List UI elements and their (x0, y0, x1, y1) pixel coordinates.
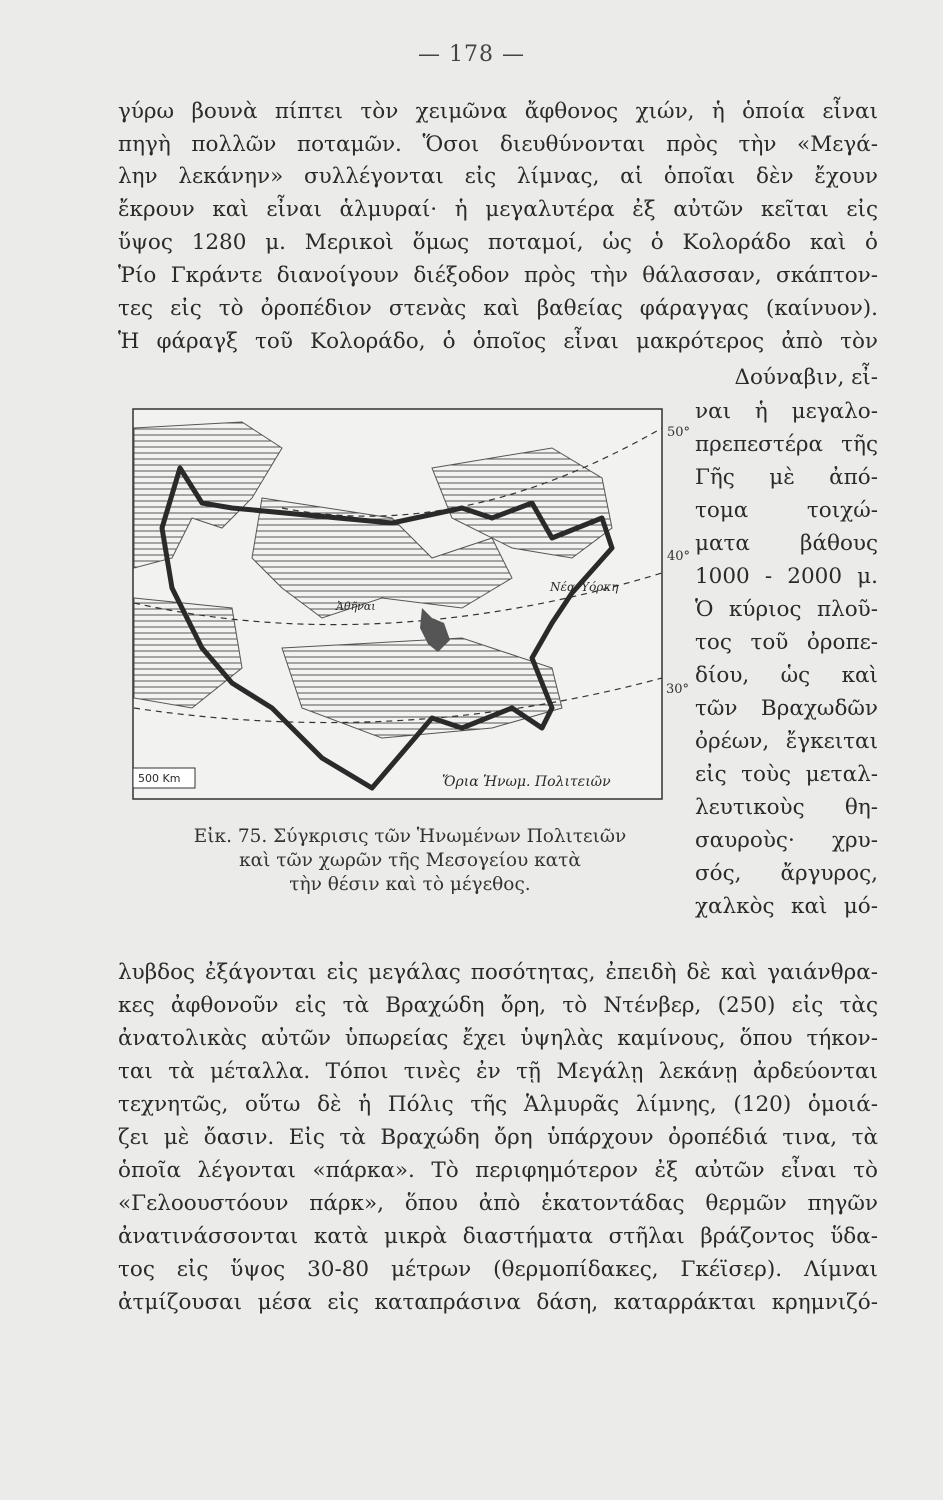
text-line: ται τὰ μέταλλα. Τόποι τινὲς ἐν τῇ Μεγάλῃ λεκάνῃ ἀρδεύονται (118, 1059, 878, 1084)
page-number: — 178 — (418, 42, 525, 67)
side-text-line: εἰς τοὺς μεταλ- (695, 762, 878, 787)
side-text-line: 1000 - 2000 μ. (695, 564, 878, 589)
text-line: πηγὴ πολλῶν ποταμῶν. Ὅσοι διευθύνονται πρὸς τὴν «Μεγά- (118, 132, 878, 157)
text-line: ἀτμίζουσαι μέσα εἰς καταπράσινα δάση, καταρράκται κρημνιζό- (118, 1290, 878, 1315)
figure-caption (150, 825, 670, 897)
text-line: ὁποῖα λέγονται «πάρκα». Τὸ περιφημότερον ἐξ αὐτῶν εἶναι τὸ (118, 1158, 878, 1183)
latitude-40-label: 40° (667, 549, 691, 564)
text-line: ἔκρουν καὶ εἶναι ἁλμυραί· ἡ μεγαλυτέρα ἐξ αὐτῶν κεῖται εἰς (118, 197, 878, 222)
side-text-line: Δούναβιν, εἶ- (734, 365, 878, 390)
caption-line: Εἰκ. 75. Σύγκρισις τῶν Ἡνωμένων Πολιτειῶν (193, 826, 627, 847)
caption-line: καὶ τῶν χωρῶν τῆς Μεσογείου κατὰ (239, 850, 581, 871)
text-line: λην λεκάνην» συλλέγονται εἰς λίμνας, αἱ ὁποῖαι δὲν ἔχουν (118, 164, 878, 189)
text-line: λυβδος ἐξάγονται εἰς μεγάλας ποσότητας, ἐπειδὴ δὲ καὶ γαιάνθρα- (118, 960, 878, 985)
side-text-line: Γῆς μὲ ἀπό- (695, 465, 878, 490)
text-line: ὕψος 1280 μ. Μερικοὶ ὅμως ποταμοί, ὡς ὁ Κολοράδο καὶ ὁ (118, 230, 878, 255)
text-line: ζει μὲ ὄασιν. Εἰς τὰ Βραχώδη ὄρη ὑπάρχουν ὀροπέδιά τινα, τὰ (118, 1125, 878, 1150)
text-line: τεχνητῶς, οὕτω δὲ ἡ Πόλις τῆς Ἁλμυρᾶς λίμνης, (120) ὁμοιά- (118, 1092, 878, 1117)
text-line: τες εἰς τὸ ὀροπέδιον στενὰς καὶ βαθείας φάραγγας (καίνυον). (118, 296, 878, 321)
side-text-line: ματα βάθους (695, 531, 878, 556)
side-text-line: τομα τοιχώ- (695, 498, 878, 523)
side-text-line: σαυροὺς· χρυ- (695, 828, 878, 853)
text-line: κες ἀφθονοῦν εἰς τὰ Βραχώδη ὄρη, τὸ Ντένβερ, (250) εἰς τὰς (118, 993, 878, 1018)
side-text-line: λευτικοὺς θη- (695, 795, 878, 820)
side-text-line: σός, ἄργυρος, (695, 861, 878, 886)
side-text-line: τῶν Βραχωδῶν (695, 696, 878, 721)
text-line: ἀνατινάσσονται κατὰ μικρὰ διαστήματα στῆλαι βράζοντος ὕδα- (118, 1224, 878, 1249)
text-line: τος εἰς ὕψος 30-80 μέτρων (θερμοπίδακες, Γκέϊσερ). Λίμναι (118, 1257, 878, 1282)
text-line: ἀνατολικὰς αὐτῶν ὑπωρείας ἔχει ὑψηλὰς καμίνους, ὅπου τήκον- (118, 1026, 878, 1051)
scale-label: 500 Km (138, 772, 181, 785)
side-text-line: τος τοῦ ὀροπε- (695, 630, 878, 655)
label-new-york: Νέα Ὑόρκη (550, 580, 619, 594)
caption-line: τὴν θέσιν καὶ τὸ μέγεθος. (289, 874, 531, 895)
text-line: Ἡ φάραγξ τοῦ Κολοράδο, ὁ ὁποῖος εἶναι μακρότερος ἀπὸ τὸν (118, 329, 878, 354)
side-text-line: πρεπεστέρα τῆς (695, 432, 878, 457)
side-text-line: δίου, ὡς καὶ (695, 663, 878, 688)
label-usa-border: Ὅρια Ἡνωμ. Πολιτειῶν (442, 774, 611, 790)
label-athens: Ἀθῆναι (336, 600, 376, 613)
map-figure (132, 408, 663, 800)
side-text-line: Ὁ κύριος πλοῦ- (695, 597, 878, 622)
side-text-line: χαλκὸς καὶ μό- (695, 894, 878, 919)
side-text-line: ναι ἡ μεγαλο- (695, 399, 878, 424)
text-line: Ῥίο Γκράντε διανοίγουν διέξοδον πρὸς τὴν θάλασσαν, σκάπτον- (118, 263, 878, 288)
side-text-line: ὀρέων, ἔγκειται (695, 729, 878, 754)
text-line: γύρω βουνὰ πίπτει τὸν χειμῶνα ἄφθονος χιών, ἡ ὁποία εἶναι (118, 99, 878, 124)
latitude-30-label: 30° (666, 682, 690, 697)
map-illustration (132, 408, 663, 800)
latitude-50-label: 50° (667, 425, 691, 440)
text-line: «Γελοουστόουν πάρκ», ὅπου ἀπὸ ἑκατοντάδας θερμῶν πηγῶν (118, 1191, 878, 1216)
